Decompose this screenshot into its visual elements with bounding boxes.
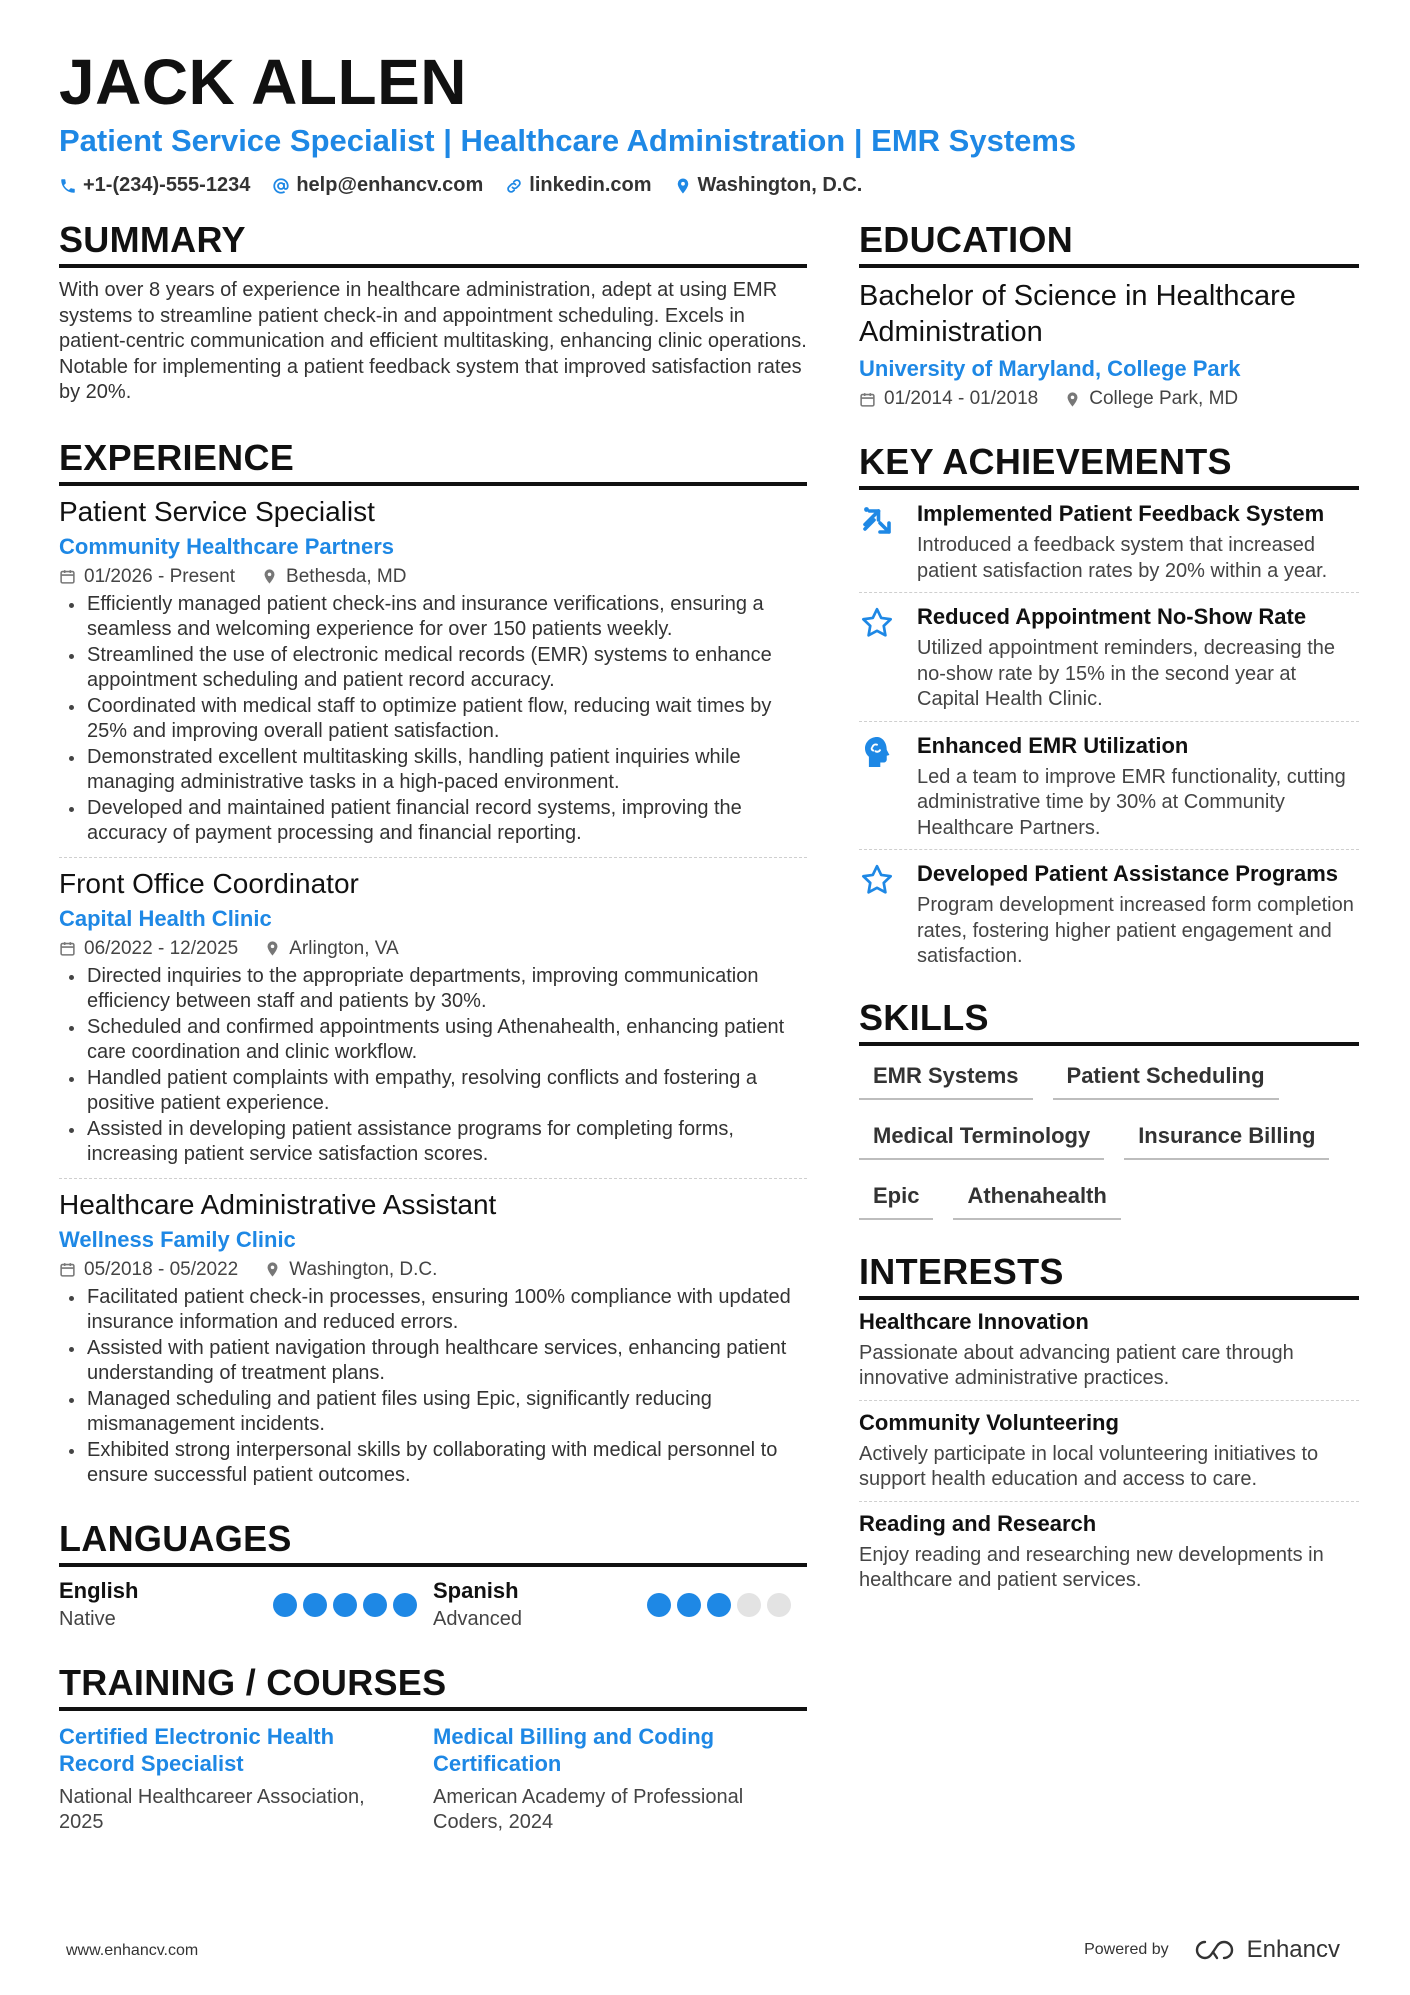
contact-phone[interactable] <box>59 174 250 197</box>
interest-item <box>859 1401 1359 1502</box>
bullet-item: Assisted in developing patient assistance programs for completing forms, increasing patient service satisfaction scores. <box>59 1117 807 1168</box>
school-name: University of Maryland, College Park <box>859 356 1241 381</box>
education-location-text: College Park, MD <box>1089 388 1239 409</box>
achievement-item <box>859 850 1359 978</box>
bullet-item: Directed inquiries to the appropriate departments, improving communication efficiency between staff and patients by 30%. <box>59 964 807 1015</box>
languages-section <box>59 1517 807 1633</box>
training-heading: TRAINING / COURSES <box>59 1661 807 1711</box>
location-pin-icon <box>264 940 281 957</box>
achievement-desc: Led a team to improve EMR functionality, cutting administrative time by 30% at Community Healthcare Partners. <box>917 765 1346 839</box>
job-title: Patient Service Specialist <box>59 495 375 527</box>
achievement-title: Developed Patient Assistance Programs <box>917 861 1339 886</box>
interest-title: Community Volunteering <box>859 1409 1119 1435</box>
job-location <box>264 938 398 960</box>
course-title: Medical Billing and Coding Certification <box>433 1723 715 1776</box>
bullet-item: Coordinated with medical staff to optimize patient flow, reducing wait times by 25% and improving overall patient satisfaction. <box>59 694 807 745</box>
job-dates <box>59 566 235 588</box>
course-title: Certified Electronic Health Record Specialist <box>59 1723 335 1776</box>
location-pin-icon <box>264 1261 281 1278</box>
achievement-item <box>859 722 1359 851</box>
rating-dot-filled <box>333 1593 357 1617</box>
education-section <box>859 218 1359 410</box>
location-pin-icon <box>1064 391 1081 408</box>
interest-desc: Passionate about advancing patient care through innovative administrative practices. <box>859 1341 1294 1389</box>
enhancv-logo[interactable] <box>1195 1936 1340 1964</box>
job-meta <box>59 938 807 960</box>
summary-text: With over 8 years of experience in healthcare administration, adept at using EMR systems to streamline patient check-in and appointment scheduling. Excels in patient-centric communication and efficient multitasking, enhancing clinic operations. Notable for implementing a patient feedback system that improved satisfaction rates by 20%. <box>59 279 807 403</box>
contact-location <box>674 174 863 197</box>
bullet-item: Streamlined the use of electronic medical records (EMR) systems to enhance appointment scheduling and patient record accuracy. <box>59 643 807 694</box>
interests-section <box>859 1250 1359 1602</box>
star-icon <box>859 603 903 713</box>
rating-dot-filled <box>677 1593 701 1617</box>
interest-desc: Enjoy reading and researching new developments in healthcare and patient services. <box>859 1543 1324 1591</box>
language-rating <box>647 1593 791 1617</box>
achievement-desc: Utilized appointment reminders, decreasing the no-show rate by 15% in the second year at Capital Health Clinic. <box>917 637 1335 710</box>
job-entry <box>59 486 807 858</box>
calendar-icon <box>59 1261 76 1278</box>
language-level: Native <box>59 1607 116 1630</box>
skills-heading: SKILLS <box>859 996 1359 1046</box>
phone-text: +1-(234)-555-1234 <box>83 174 251 196</box>
transfer-arrows-icon <box>859 500 903 584</box>
skill-tag: Epic <box>859 1176 933 1220</box>
rating-dot-empty <box>737 1593 761 1617</box>
achievement-content <box>917 500 1359 584</box>
at-icon <box>272 177 290 195</box>
interest-title: Healthcare Innovation <box>859 1308 1089 1334</box>
job-bullets <box>59 964 807 1168</box>
job-dates <box>59 1259 238 1281</box>
interest-item <box>859 1502 1359 1602</box>
achievement-title: Reduced Appointment No-Show Rate <box>917 604 1307 629</box>
right-column <box>859 218 1359 1602</box>
linkedin-text: linkedin.com <box>529 174 652 196</box>
course-org: National Healthcareer Association, 2025 <box>59 1785 365 1833</box>
language-name: English <box>59 1577 139 1603</box>
skills-section <box>859 996 1359 1220</box>
job-title: Front Office Coordinator <box>59 867 359 899</box>
calendar-icon <box>59 940 76 957</box>
languages-heading: LANGUAGES <box>59 1517 807 1567</box>
bullet-item: Scheduled and confirmed appointments using Athenahealth, enhancing patient care coordination and clinic workflow. <box>59 1015 807 1066</box>
achievements-heading: KEY ACHIEVEMENTS <box>859 440 1359 490</box>
bullet-item: Managed scheduling and patient files using Epic, significantly reducing mismanagement incidents. <box>59 1387 807 1438</box>
star-icon <box>859 860 903 970</box>
job-dates-text: 01/2026 - Present <box>84 565 236 587</box>
interest-item <box>859 1300 1359 1401</box>
education-heading: EDUCATION <box>859 218 1359 268</box>
degree-title: Bachelor of Science in Healthcare Administration <box>859 280 1296 348</box>
language-name: Spanish <box>433 1577 519 1603</box>
achievement-item <box>859 490 1359 593</box>
courses-list <box>59 1723 807 1836</box>
language-item <box>433 1577 807 1633</box>
summary-heading: SUMMARY <box>59 218 807 268</box>
interests-heading: INTERESTS <box>859 1250 1359 1300</box>
experience-section <box>59 436 807 1499</box>
achievement-content <box>917 603 1359 713</box>
skill-tag: Insurance Billing <box>1124 1116 1329 1160</box>
bullet-item: Demonstrated excellent multitasking skills, handling patient inquiries while managing administrative tasks in a high-paced environment. <box>59 745 807 796</box>
interest-desc: Actively participate in local volunteering initiatives to support health education and access to care. <box>859 1442 1319 1490</box>
brand-name: Enhancv <box>1246 1936 1340 1963</box>
bullet-item: Efficiently managed patient check-ins and insurance verifications, ensuring a seamless and welcoming experience for over 150 patients weekly. <box>59 592 807 643</box>
bullet-item: Developed and maintained patient financial record systems, improving the accuracy of payment processing and financial reporting. <box>59 796 807 847</box>
contact-linkedin[interactable] <box>505 174 651 197</box>
calendar-icon <box>59 568 76 585</box>
skill-tag: EMR Systems <box>859 1056 1033 1100</box>
education-meta <box>859 388 1359 410</box>
rating-dot-filled <box>647 1593 671 1617</box>
skill-tag: Athenahealth <box>953 1176 1120 1220</box>
rating-dot-filled <box>393 1593 417 1617</box>
job-entry <box>59 1179 807 1499</box>
achievement-desc: Introduced a feedback system that increased patient satisfaction rates by 20% within a year. <box>917 534 1328 582</box>
job-location <box>264 1259 437 1281</box>
course-org: American Academy of Professional Coders, 2024 <box>433 1785 744 1833</box>
achievement-desc: Program development increased form completion rates, fostering higher patient engagement and satisfaction. <box>917 894 1354 967</box>
contact-email[interactable] <box>272 174 483 197</box>
skill-tag: Medical Terminology <box>859 1116 1104 1160</box>
training-section <box>59 1661 807 1836</box>
job-meta <box>59 566 807 588</box>
contact-bar <box>59 174 1359 197</box>
bullet-item: Assisted with patient navigation through healthcare services, enhancing patient understanding of treatment plans. <box>59 1336 807 1387</box>
location-pin-icon <box>674 177 692 195</box>
achievement-content <box>917 860 1359 970</box>
language-rating <box>273 1593 417 1617</box>
candidate-name: JACK ALLEN <box>59 46 467 118</box>
skill-tag: Patient Scheduling <box>1053 1056 1279 1100</box>
footer-branding <box>1084 1936 1340 1964</box>
course-item <box>433 1723 807 1836</box>
language-item <box>59 1577 433 1633</box>
experience-heading: EXPERIENCE <box>59 436 807 486</box>
job-dates-text: 06/2022 - 12/2025 <box>84 937 239 959</box>
bullet-item: Handled patient complaints with empathy, resolving conflicts and fostering a positive patient experience. <box>59 1066 807 1117</box>
language-level: Advanced <box>433 1607 522 1630</box>
job-dates <box>59 938 238 960</box>
education-dates-text: 01/2014 - 01/2018 <box>884 388 1039 409</box>
skills-list <box>859 1056 1359 1220</box>
job-bullets <box>59 1285 807 1489</box>
job-dates-text: 05/2018 - 05/2022 <box>84 1258 239 1280</box>
course-item <box>59 1723 433 1836</box>
phone-icon <box>59 177 77 195</box>
headline: Patient Service Specialist | Healthcare Administration | EMR Systems <box>59 123 1077 158</box>
achievement-title: Implemented Patient Feedback System <box>917 501 1325 526</box>
company-name: Wellness Family Clinic <box>59 1226 296 1252</box>
job-location-text: Washington, D.C. <box>289 1258 438 1280</box>
achievements-section <box>859 440 1359 978</box>
rating-dot-filled <box>707 1593 731 1617</box>
job-meta <box>59 1259 807 1281</box>
language-info <box>59 1577 138 1633</box>
company-name: Capital Health Clinic <box>59 905 272 931</box>
interest-title: Reading and Research <box>859 1510 1097 1536</box>
brain-head-icon <box>859 732 903 842</box>
email-text: help@enhancv.com <box>296 174 484 196</box>
job-location <box>261 566 406 588</box>
left-column <box>59 218 807 1836</box>
enhancv-logo-icon <box>1195 1938 1239 1962</box>
job-entry <box>59 858 807 1179</box>
location-text: Washington, D.C. <box>697 174 863 196</box>
summary-section <box>59 218 807 406</box>
language-info <box>433 1577 522 1633</box>
job-title: Healthcare Administrative Assistant <box>59 1188 497 1220</box>
rating-dot-filled <box>273 1593 297 1617</box>
job-location-text: Arlington, VA <box>289 937 399 959</box>
education-location <box>1064 388 1238 410</box>
calendar-icon <box>859 391 876 408</box>
footer-website[interactable]: www.enhancv.com <box>66 1942 199 1959</box>
powered-by-label: Powered by <box>1084 1941 1169 1958</box>
job-location-text: Bethesda, MD <box>286 565 407 587</box>
bullet-item: Facilitated patient check-in processes, ensuring 100% compliance with updated insurance information and reduced errors. <box>59 1285 807 1336</box>
education-dates <box>859 388 1038 410</box>
rating-dot-empty <box>767 1593 791 1617</box>
achievement-title: Enhanced EMR Utilization <box>917 732 1189 758</box>
location-pin-icon <box>261 568 278 585</box>
rating-dot-filled <box>303 1593 327 1617</box>
job-bullets <box>59 592 807 847</box>
languages-list <box>59 1577 807 1633</box>
resume-header <box>59 44 1359 197</box>
rating-dot-filled <box>363 1593 387 1617</box>
achievement-content <box>917 732 1359 842</box>
bullet-item: Exhibited strong interpersonal skills by collaborating with medical personnel to ensure successful patient outcomes. <box>59 1438 807 1489</box>
company-name: Community Healthcare Partners <box>59 533 394 559</box>
link-icon <box>505 177 523 195</box>
achievement-item <box>859 593 1359 722</box>
